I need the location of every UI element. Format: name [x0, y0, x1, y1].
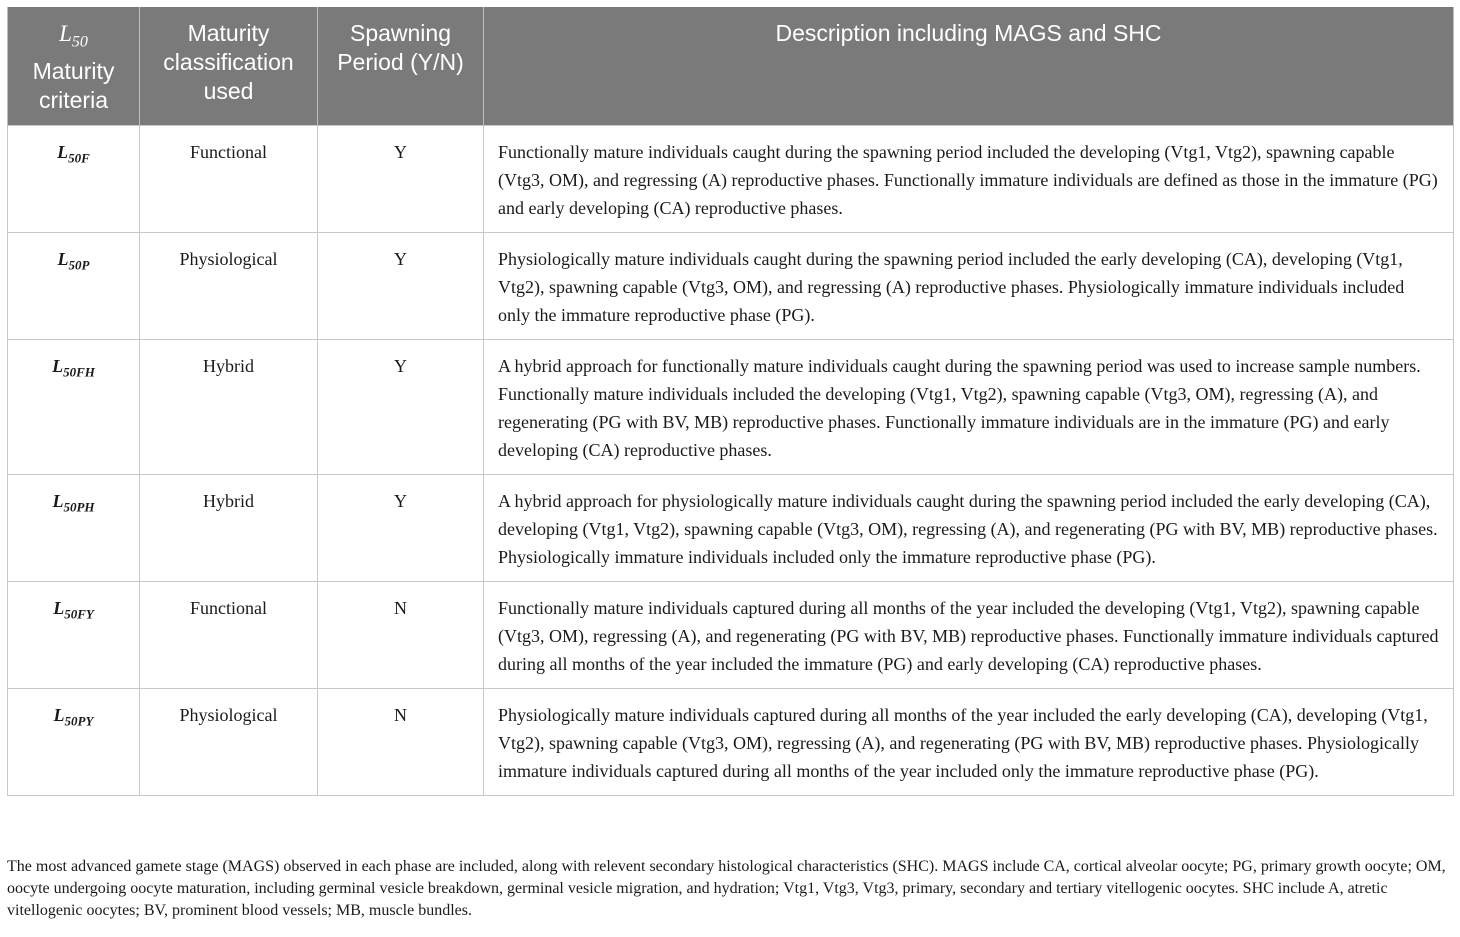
criteria-symbol	[57, 248, 90, 273]
description-cell: Functionally mature individuals caught during the spawning period included the developing (Vtg1, Vtg2), spawning capable (Vtg3, OM), and regressing (A) reproductive phases. Functionally immature individuals are defined as those in the immature (PG) and early developing (CA) reproductive phases.	[484, 125, 1454, 232]
header-criteria-subscript: 50	[71, 33, 88, 51]
criteria-subscript: 50PH	[63, 499, 95, 515]
classification-cell: Hybrid	[140, 474, 318, 581]
maturity-criteria-table	[7, 7, 1454, 796]
criteria-symbol	[52, 355, 95, 380]
classification-cell: Functional	[140, 125, 318, 232]
table-footnote: The most advanced gamete stage (MAGS) observed in each phase are included, along with relevent secondary histological characteristics (SHC). MAGS include CA, cortical alveolar oocyte; PG, primary growth oocyte; OM, oocyte undergoing oocyte maturation, including germinal vesicle breakdown, germinal vesicle migration, and hydration; Vtg1, Vtg3, Vtg3, primary, secondary and tertiary vitellogenic oocytes. SHC include A, atretic vitellogenic oocytes; BV, prominent blood vessels; MB, muscle bundles.	[7, 858, 1446, 919]
spawning-cell: Y	[318, 474, 484, 581]
classification-cell: Hybrid	[140, 339, 318, 474]
classification-cell: Physiological	[140, 688, 318, 795]
table-row	[8, 339, 1454, 474]
header-criteria-symbol	[59, 21, 88, 51]
header-maturity-criteria	[8, 7, 140, 125]
criteria-symbol	[53, 704, 94, 729]
spawning-cell: Y	[318, 339, 484, 474]
table-header	[8, 7, 1454, 125]
description-cell: A hybrid approach for physiologically mature individuals caught during the spawning period included the early developing (CA), developing (Vtg1, Vtg2), spawning capable (Vtg3, OM), regressing (A), and regenerating (PG with BV, MB) reproductive phases. Physiologically immature individuals included only the immature reproductive phase (PG).	[484, 474, 1454, 581]
criteria-letter: L	[52, 490, 64, 511]
table-row	[8, 474, 1454, 581]
classification-cell: Functional	[140, 581, 318, 688]
criteria-cell	[8, 232, 140, 339]
criteria-letter: L	[52, 355, 64, 376]
criteria-subscript: 50P	[68, 257, 90, 273]
criteria-subscript: 50FH	[63, 364, 95, 380]
description-cell: A hybrid approach for functionally mature individuals caught during the spawning period was used to increase sample numbers. Functionally mature individuals included the developing (Vtg1, Vtg2), spawning capable (Vtg3, OM), regressing (A), and regenerating (PG with BV, MB) reproductive phases. Functionally immature individuals are in the immature (PG) and early developing (CA) reproductive phases.	[484, 339, 1454, 474]
spawning-cell: Y	[318, 125, 484, 232]
header-criteria-label: Maturity criteria	[32, 57, 115, 113]
classification-cell: Physiological	[140, 232, 318, 339]
header-criteria-letter: L	[59, 21, 72, 46]
criteria-letter: L	[57, 141, 69, 162]
criteria-cell	[8, 688, 140, 795]
description-cell: Functionally mature individuals captured during all months of the year included the developing (Vtg1, Vtg2), spawning capable (Vtg3, OM), regressing (A), and regenerating (PG with BV, MB) reproductive phases. Functionally immature individuals captured during all months of the year included the immature (PG) and early developing (CA) reproductive phases.	[484, 581, 1454, 688]
header-spawning-period: Spawning Period (Y/N)	[318, 7, 484, 125]
criteria-cell	[8, 581, 140, 688]
criteria-letter: L	[57, 248, 69, 269]
header-row	[8, 7, 1454, 125]
criteria-symbol	[53, 597, 94, 622]
description-cell: Physiologically mature individuals caught during the spawning period included the early developing (CA), developing (Vtg1, Vtg2), spawning capable (Vtg3, OM), and regressing (A) reproductive phases. Physiologically immature individuals included only the immature reproductive phase (PG).	[484, 232, 1454, 339]
criteria-symbol	[52, 490, 95, 515]
criteria-cell	[8, 474, 140, 581]
header-description: Description including MAGS and SHC	[484, 7, 1454, 125]
spawning-cell: Y	[318, 232, 484, 339]
maturity-table-container	[7, 7, 1453, 796]
spawning-cell: N	[318, 581, 484, 688]
description-cell: Physiologically mature individuals captured during all months of the year included the early developing (CA), developing (Vtg1, Vtg2), spawning capable (Vtg3, OM), regressing (A), and regenerating (PG with BV, MB) reproductive phases. Physiologically immature individuals captured during all months of the year included only the immature reproductive phase (PG).	[484, 688, 1454, 795]
table-body	[8, 125, 1454, 795]
header-classification: Maturity classification used	[140, 7, 318, 125]
table-row	[8, 688, 1454, 795]
spawning-cell: N	[318, 688, 484, 795]
table-row	[8, 125, 1454, 232]
table-row	[8, 581, 1454, 688]
criteria-subscript: 50FY	[64, 606, 94, 622]
criteria-cell	[8, 125, 140, 232]
criteria-subscript: 50PY	[64, 713, 94, 729]
criteria-cell	[8, 339, 140, 474]
criteria-subscript: 50F	[68, 150, 90, 166]
table-row	[8, 232, 1454, 339]
criteria-symbol	[57, 141, 90, 166]
criteria-letter: L	[53, 597, 65, 618]
criteria-letter: L	[53, 704, 65, 725]
